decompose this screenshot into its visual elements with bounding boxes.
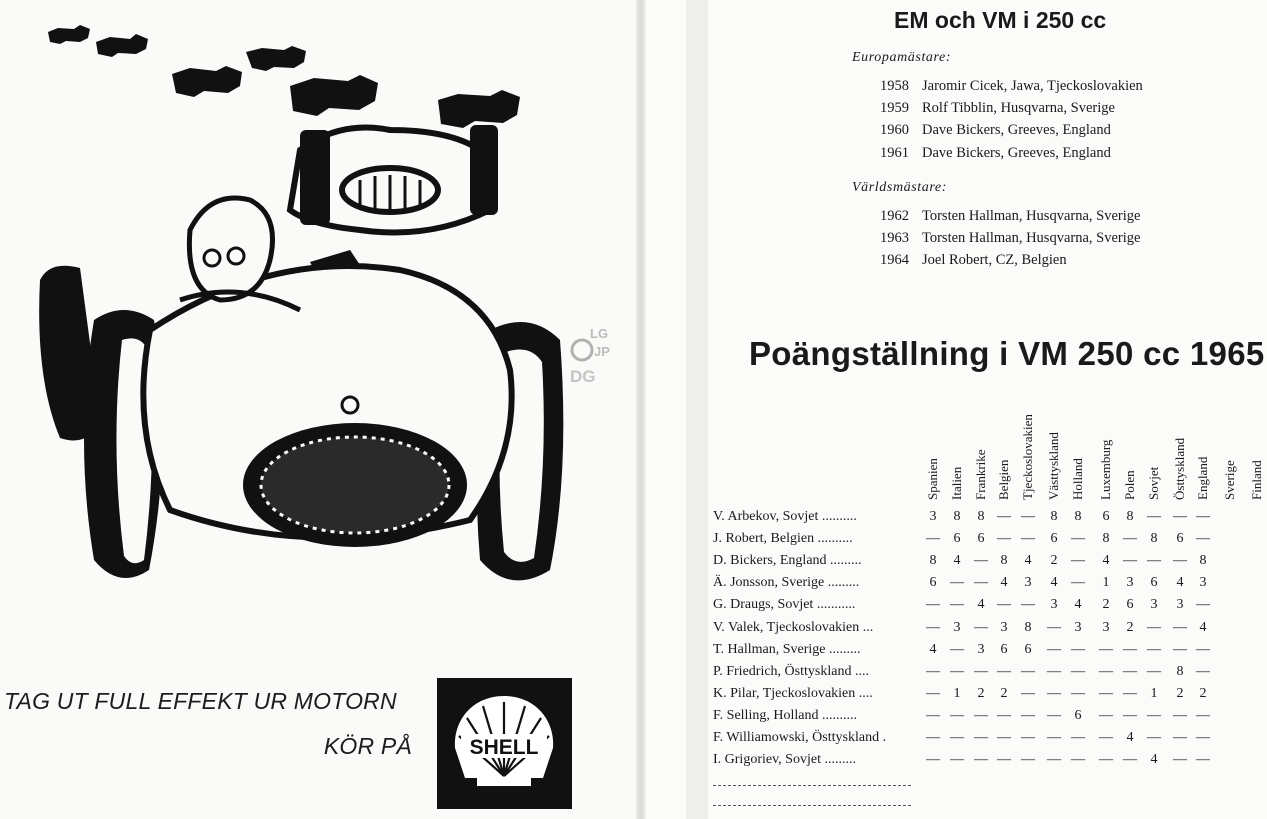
champion-row: 1964 Joel Robert, CZ, Belgien: [880, 252, 1067, 268]
em-vm-title: EM och VM i 250 cc: [894, 7, 1107, 33]
points-cell: 3: [1024, 575, 1032, 591]
points-cell: 8: [1150, 531, 1158, 547]
points-cell: —: [1047, 707, 1061, 723]
points-cell: 2: [1176, 685, 1184, 701]
points-cell: —: [1196, 641, 1210, 657]
standings-title: Poängställning i VM 250 cc 1965: [749, 335, 1265, 372]
champion-row: 1960 Dave Bickers, Greeves, England: [880, 122, 1111, 138]
champion-row: 1961 Dave Bickers, Greeves, England: [880, 145, 1111, 161]
points-cell: 3: [953, 619, 961, 635]
ad-slogan-line1: TAG UT FULL EFFEKT UR MOTORN: [4, 688, 397, 714]
points-cell: 8: [953, 509, 961, 524]
points-cell: —: [1196, 597, 1210, 613]
points-cell: 3: [977, 641, 985, 657]
rider-name: Ä. Jonsson, Sverige .........: [713, 575, 860, 591]
points-cell: 6: [1024, 641, 1032, 657]
points-cell: —: [1021, 707, 1035, 723]
points-cell: —: [950, 663, 964, 679]
points-cell: 3: [1074, 619, 1082, 635]
points-cell: —: [1147, 730, 1161, 745]
points-cell: —: [926, 619, 940, 635]
points-cell: —: [974, 752, 988, 768]
points-cell: 3: [1176, 597, 1184, 613]
points-cell: —: [1021, 531, 1035, 547]
points-cell: 4: [953, 553, 961, 569]
points-cell: 8: [1024, 619, 1032, 635]
column-header: Spanien: [925, 458, 940, 500]
column-header: Polen: [1122, 470, 1137, 500]
points-cell: 2: [1050, 553, 1058, 569]
points-cell: —: [950, 752, 964, 768]
column-header: Östtyskland: [1172, 437, 1187, 500]
points-cell: 6: [1000, 641, 1008, 657]
points-cell: —: [926, 531, 940, 547]
points-cell: —: [1147, 509, 1161, 524]
points-cell: 4: [1199, 619, 1207, 635]
points-cell: —: [1196, 509, 1210, 524]
points-cell: —: [950, 641, 964, 657]
racing-cars-illustration: [0, 0, 600, 600]
points-cell: 6: [1050, 531, 1058, 547]
column-header: Frankrike: [973, 449, 988, 500]
rider-name: D. Bickers, England .........: [713, 553, 862, 569]
points-cell: —: [1147, 553, 1161, 569]
points-cell: 6: [1150, 575, 1158, 591]
points-cell: —: [950, 575, 964, 591]
rider-name: V. Valek, Tjeckoslovakien ...: [713, 619, 874, 635]
points-cell: 1: [953, 685, 961, 701]
points-cell: 3: [1050, 597, 1058, 613]
points-cell: —: [1123, 707, 1137, 723]
points-cell: —: [997, 730, 1011, 745]
points-cell: —: [1173, 553, 1187, 569]
points-cell: —: [926, 663, 940, 679]
points-cell: —: [974, 553, 988, 569]
svg-text:DG: DG: [570, 367, 596, 386]
points-cell: 8: [929, 553, 937, 569]
points-cell: —: [1021, 730, 1035, 745]
column-header: Sovjet: [1146, 466, 1161, 500]
points-cell: —: [1196, 707, 1210, 723]
points-cell: 2: [1199, 685, 1207, 701]
shell-pecten-icon: [437, 678, 572, 809]
points-cell: —: [950, 707, 964, 723]
points-cell: —: [1071, 575, 1085, 591]
points-cell: 3: [1150, 597, 1158, 613]
points-cell: 2: [977, 685, 985, 701]
show-through-strip: [686, 0, 708, 819]
rider-name: V. Arbekov, Sovjet ..........: [713, 509, 857, 524]
points-cell: —: [1099, 752, 1113, 768]
points-cell: —: [1173, 752, 1187, 768]
points-cell: —: [926, 730, 940, 745]
watermark-stamp: [568, 322, 628, 392]
column-header: Italien: [949, 466, 964, 500]
points-cell: 6: [1126, 597, 1134, 613]
points-cell: 1: [1102, 575, 1110, 591]
points-cell: 2: [1102, 597, 1110, 613]
points-cell: —: [1071, 531, 1085, 547]
points-cell: 4: [1176, 575, 1184, 591]
points-cell: —: [997, 663, 1011, 679]
points-cell: 6: [953, 531, 961, 547]
points-cell: 2: [1000, 685, 1008, 701]
points-cell: —: [1047, 641, 1061, 657]
points-cell: —: [974, 707, 988, 723]
points-cell: 4: [929, 641, 937, 657]
blank-table-row: [713, 785, 911, 786]
points-cell: 4: [1000, 575, 1008, 591]
points-cell: —: [1071, 685, 1085, 701]
points-cell: —: [1047, 619, 1061, 635]
points-cell: 3: [1126, 575, 1134, 591]
points-cell: —: [950, 597, 964, 613]
points-cell: —: [1196, 752, 1210, 768]
rider-name: T. Hallman, Sverige .........: [713, 641, 861, 657]
page-gutter: [636, 0, 646, 819]
world-champions-label: Världsmästare:: [852, 180, 947, 195]
points-cell: —: [1173, 730, 1187, 745]
points-cell: —: [974, 575, 988, 591]
points-cell: —: [1071, 553, 1085, 569]
points-cell: —: [1071, 730, 1085, 745]
points-cell: 6: [1176, 531, 1184, 547]
ad-slogan-line2: KÖR PÅ: [323, 733, 412, 759]
points-cell: —: [974, 663, 988, 679]
points-cell: 1: [1150, 685, 1158, 701]
rider-name: P. Friedrich, Östtyskland ....: [713, 663, 869, 679]
rider-name: I. Grigoriev, Sovjet .........: [713, 752, 856, 768]
rider-name: F. Williamowski, Östtyskland .: [713, 730, 887, 745]
points-cell: 8: [1102, 531, 1110, 547]
points-cell: 4: [977, 597, 985, 613]
points-cell: 8: [977, 509, 985, 524]
points-cell: 4: [1150, 752, 1158, 768]
points-cell: 4: [1126, 730, 1134, 745]
points-cell: 8: [1050, 509, 1058, 524]
points-cell: —: [1196, 531, 1210, 547]
points-cell: —: [1021, 509, 1035, 524]
points-cell: 8: [1176, 663, 1184, 679]
points-cell: —: [1123, 685, 1137, 701]
rider-name: F. Selling, Holland ..........: [713, 707, 857, 723]
points-cell: 3: [1000, 619, 1008, 635]
champion-row: 1962 Torsten Hallman, Husqvarna, Sverige: [880, 208, 1141, 224]
points-cell: —: [997, 597, 1011, 613]
rider-name: J. Robert, Belgien ..........: [713, 531, 853, 547]
points-cell: —: [1021, 597, 1035, 613]
points-cell: —: [1047, 752, 1061, 768]
points-cell: 4: [1050, 575, 1058, 591]
points-cell: —: [997, 531, 1011, 547]
column-header: Belgien: [996, 459, 1011, 500]
points-cell: 3: [1199, 575, 1207, 591]
champion-row: 1958 Jaromir Cicek, Jawa, Tjeckoslovakien: [880, 78, 1143, 94]
points-cell: 8: [1074, 509, 1082, 524]
points-cell: —: [997, 509, 1011, 524]
points-cell: —: [926, 685, 940, 701]
points-cell: —: [1047, 730, 1061, 745]
points-cell: —: [1021, 663, 1035, 679]
points-cell: 4: [1074, 597, 1082, 613]
column-header: Västtyskland: [1046, 432, 1061, 500]
points-cell: —: [1099, 641, 1113, 657]
points-cell: —: [1099, 685, 1113, 701]
points-cell: 8: [1199, 553, 1207, 569]
svg-text:LG: LG: [590, 326, 609, 341]
points-cell: —: [1196, 663, 1210, 679]
column-header: England: [1195, 456, 1210, 500]
points-cell: —: [1123, 752, 1137, 768]
points-cell: 2: [1126, 619, 1134, 635]
points-cell: —: [1071, 752, 1085, 768]
points-cell: —: [1173, 619, 1187, 635]
european-champions-label: Europamästare:: [852, 50, 952, 65]
points-cell: 4: [1102, 553, 1110, 569]
points-cell: —: [926, 707, 940, 723]
points-cell: —: [1099, 663, 1113, 679]
points-cell: —: [1173, 707, 1187, 723]
points-cell: —: [1147, 663, 1161, 679]
svg-text:JP: JP: [594, 344, 610, 359]
column-header: Holland: [1070, 458, 1085, 500]
points-cell: —: [974, 619, 988, 635]
points-cell: 6: [977, 531, 985, 547]
points-cell: —: [926, 597, 940, 613]
column-header: Luxemburg: [1098, 439, 1113, 500]
points-cell: —: [950, 730, 964, 745]
points-cell: —: [1147, 641, 1161, 657]
points-cell: 3: [1102, 619, 1110, 635]
points-cell: —: [1099, 707, 1113, 723]
points-cell: —: [997, 707, 1011, 723]
points-cell: —: [1147, 619, 1161, 635]
points-cell: —: [1071, 641, 1085, 657]
shell-logo: [437, 678, 572, 809]
points-cell: —: [1047, 685, 1061, 701]
points-cell: —: [1047, 663, 1061, 679]
points-cell: —: [1123, 663, 1137, 679]
points-cell: —: [1099, 730, 1113, 745]
rider-name: K. Pilar, Tjeckoslovakien ....: [713, 685, 873, 701]
shell-logo-text: SHELL: [469, 736, 539, 759]
points-cell: —: [1071, 663, 1085, 679]
points-cell: 6: [1074, 707, 1082, 723]
points-cell: —: [974, 730, 988, 745]
points-cell: —: [1123, 641, 1137, 657]
points-cell: —: [1021, 685, 1035, 701]
points-cell: —: [1021, 752, 1035, 768]
points-cell: —: [997, 752, 1011, 768]
column-header: Finland: [1249, 460, 1264, 500]
points-cell: —: [926, 752, 940, 768]
points-cell: 6: [1102, 509, 1110, 524]
column-header: Sverige: [1222, 460, 1237, 500]
points-cell: —: [1123, 531, 1137, 547]
points-cell: —: [1173, 509, 1187, 524]
points-cell: —: [1147, 707, 1161, 723]
blank-table-row: [713, 805, 911, 806]
points-cell: 8: [1126, 509, 1134, 524]
points-cell: 4: [1024, 553, 1032, 569]
points-cell: 6: [929, 575, 937, 591]
points-cell: 3: [929, 509, 937, 524]
champion-row: 1963 Torsten Hallman, Husqvarna, Sverige: [880, 230, 1141, 246]
points-cell: —: [1196, 730, 1210, 745]
champion-row: 1959 Rolf Tibblin, Husqvarna, Sverige: [880, 100, 1115, 116]
column-header: Tjeckoslovakien: [1020, 414, 1035, 500]
rider-name: G. Draugs, Sovjet ...........: [713, 597, 856, 613]
points-cell: —: [1173, 641, 1187, 657]
points-cell: —: [1123, 553, 1137, 569]
points-cell: 8: [1000, 553, 1008, 569]
